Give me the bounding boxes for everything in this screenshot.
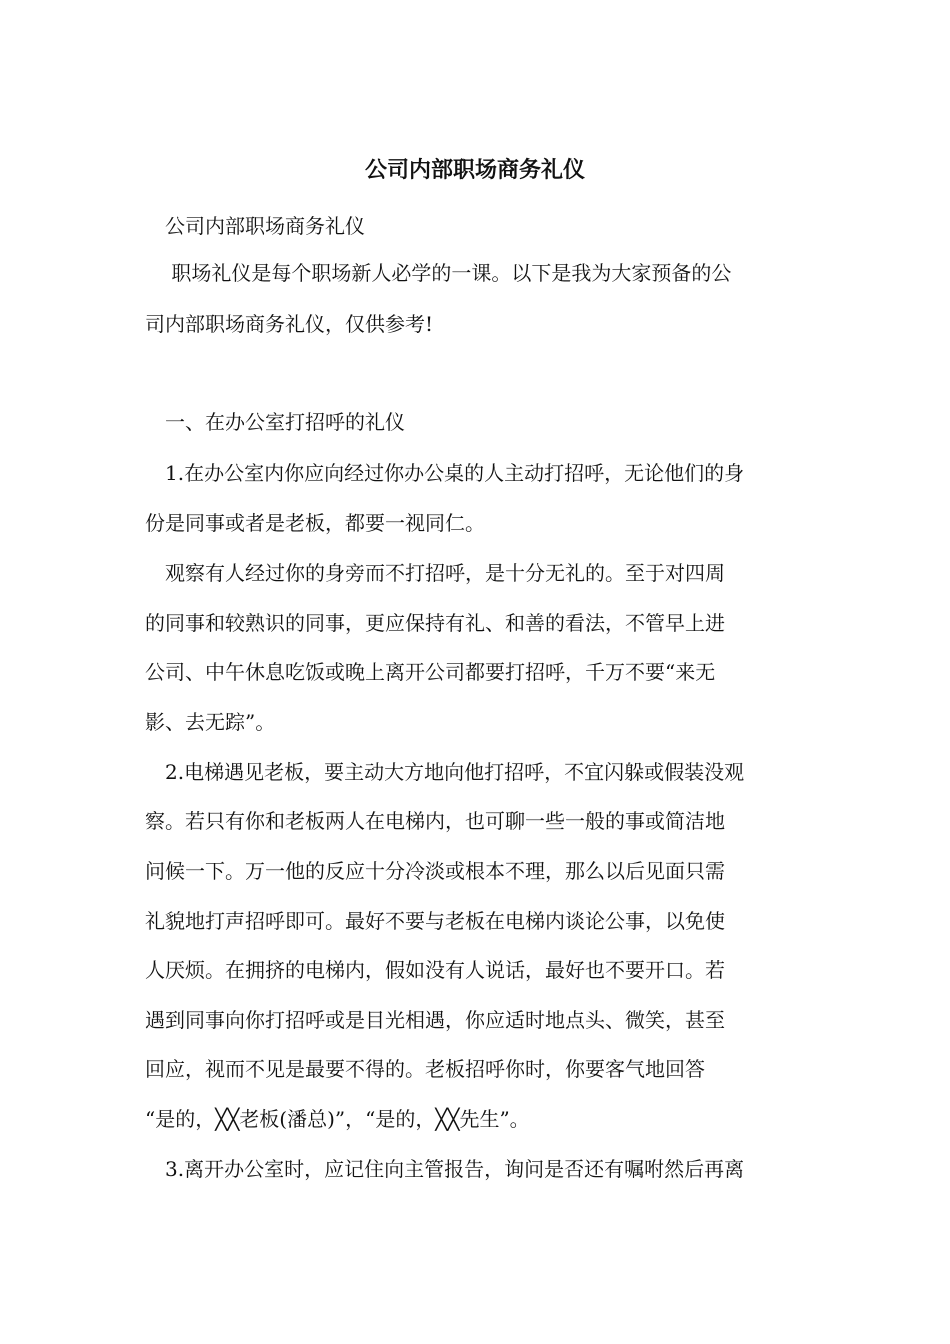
paragraph-line: 遇到同事向你打招呼或是目光相遇，你应适时地点头、微笑，甚至: [145, 1008, 725, 1032]
paragraph-line: 察。若只有你和老板两人在电梯内，也可聊一些一般的事或简洁地: [145, 809, 725, 833]
paragraph-line: 公司、中午休息吃饭或晚上离开公司都要打招呼，千万不要“来无: [145, 660, 716, 684]
paragraph-line: 2.电梯遇见老板，要主动大方地向他打招呼，不宜闪躲或假装没观: [145, 760, 745, 784]
paragraph-line: 问候一下。万一他的反应十分冷淡或根本不理，那么以后见面只需: [145, 859, 725, 883]
paragraph-line: 3.离开办公室时，应记住向主管报告，询问是否还有嘱咐然后再离: [145, 1157, 745, 1181]
paragraph-line: 的同事和较熟识的同事，更应保持有礼、和善的看法，不管早上进: [145, 611, 725, 635]
subtitle-line: 公司内部职场商务礼仪: [145, 214, 365, 238]
document-title: 公司内部职场商务礼仪: [364, 157, 585, 183]
paragraph-line: 职场礼仪是每个职场新人必学的一课。以下是我为大家预备的公: [145, 261, 732, 285]
section-heading: 一、在办公室打招呼的礼仪: [145, 410, 405, 434]
paragraph-line: 份是同事或者是老板，都要一视同仁。: [145, 511, 485, 535]
paragraph-line: 1.在办公室内你应向经过你办公桌的人主动打招呼，无论他们的身: [145, 461, 745, 485]
paragraph-line: 人厌烦。在拥挤的电梯内，假如没有人说话，最好也不要开口。若: [145, 958, 725, 982]
paragraph-line: 回应，视而不见是最要不得的。老板招呼你时，你要客气地回答: [145, 1057, 705, 1081]
paragraph-line: 司内部职场商务礼仪，仅供参考!: [145, 312, 434, 336]
paragraph-line: 影、去无踪”。: [145, 710, 276, 734]
paragraph-line: 礼貌地打声招呼即可。最好不要与老板在电梯内谈论公事，以免使: [145, 909, 725, 933]
paragraph-line: “是的，╳╳老板(潘总)”，“是的，╳╳先生”。: [145, 1107, 530, 1131]
paragraph-line: 观察有人经过你的身旁而不打招呼，是十分无礼的。至于对四周: [145, 561, 725, 585]
